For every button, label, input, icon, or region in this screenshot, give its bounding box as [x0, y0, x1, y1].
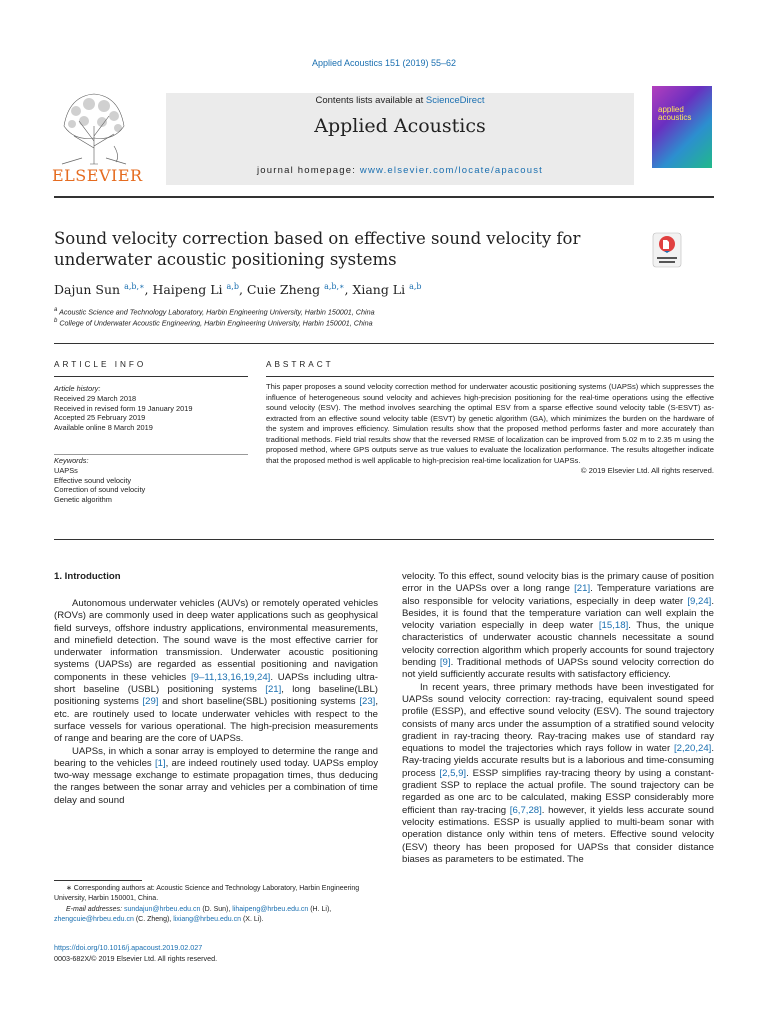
article-info-divider [54, 376, 248, 377]
paragraph-text: velocity. To this effect, sound velocity bias is the primary cause of position error in the UAPSs over a long range [402, 571, 714, 595]
citation-link[interactable]: [1] [154, 757, 166, 769]
email-link[interactable]: sundajun@hrbeu.edu.cn [123, 905, 201, 913]
cover-line1: applied [658, 105, 684, 114]
email-link[interactable]: lixiang@hrbeu.edu.cn [173, 915, 242, 923]
affiliation: $^a$ Acoustic Science and Technology Laboratory, Harbin Engineering University, Harbin 150001, China [54, 307, 375, 317]
citation-link[interactable]: [23] [359, 696, 376, 708]
doi-link[interactable]: https://doi.org/10.1016/j.apacoust.2019.02.027 [54, 943, 203, 952]
citation-link[interactable]: [2,5,9] [439, 767, 467, 779]
citation-link[interactable]: [15,18] [598, 620, 629, 632]
paragraph-text: . Traditional methods of UAPSs sound velocity correction do not yield sufficiently accurate results with satisfactory efficiency. [402, 657, 714, 681]
citation-link[interactable]: [29] [142, 696, 159, 708]
paragraph-text: . however, it yields less accurate sound velocity estimations. ESSP is usually applied to multi-beam sonar with operation distance only within tens of meters. Effective sound velocity (ESV) theory has been proposed for UAPSs that consider distance biases as parameters to be estimated. The [402, 804, 714, 865]
article-info-heading: ARTICLE INFO [54, 360, 147, 369]
citation-link[interactable]: [9,24] [687, 595, 712, 607]
author: Xiang Li $^{a,b}$ [352, 282, 422, 298]
email-link[interactable]: zhengcuie@hrbeu.edu.cn [54, 915, 134, 923]
citation-link[interactable]: [9] [439, 657, 451, 669]
corresponding-note: ∗ Corresponding authors at: Acoustic Science and Technology Laboratory, Harbin Engineering University, Harbin 150001, China. [54, 885, 360, 903]
abstract-body [266, 382, 714, 477]
keyword: UAPSs [54, 465, 78, 475]
email-link[interactable]: lihaipeng@hrbeu.edu.cn [232, 905, 309, 913]
keywords [54, 456, 145, 505]
paragraph-text: UAPSs, in which a sonar array is employed to determine the range and bearing to the vehicles [54, 745, 378, 769]
keyword: Genetic algorithm [54, 495, 112, 505]
paragraph-text: . Thus, the unique characteristics of underwater acoustic channels necessitate a sound velocity correction algorithm which properly accounts for sound trajectory bending [402, 620, 714, 669]
abstract-heading: ABSTRACT [266, 360, 334, 369]
body-paragraph [54, 746, 378, 807]
history-item: Received 29 March 2018 [54, 393, 137, 403]
citation-link[interactable]: [2,20,24] [673, 743, 712, 755]
paragraph-text: . Besides, it is found that the temperature variation can well explain the velocity variation especially in deep water [402, 595, 714, 632]
contents-line: Contents lists available at ScienceDirect [315, 95, 485, 106]
body-paragraph [402, 571, 714, 682]
footnote-divider [54, 880, 142, 881]
issn-copyright: 0003-682X/© 2019 Elsevier Ltd. All rights reserved. [54, 953, 218, 963]
citation-link[interactable]: [6,7,28] [509, 804, 542, 816]
history-item: Received in revised form 19 January 2019 [54, 403, 193, 413]
corresponding-star[interactable]: ∗ [339, 282, 345, 291]
abstract-end-divider [54, 539, 714, 540]
citation-link[interactable]: [21] [265, 684, 282, 696]
corresponding-star[interactable]: ∗ [139, 282, 145, 291]
paragraph-text: Autonomous underwater vehicles (AUVs) or remotely operated vehicles (ROVs) are commonly used in deep water applications such as geophysical field surveys, offshore industry applications, environmental measurements, and minefield detection. The sound wave is the most effective carrier for underwater information transmission. Underwater acoustic positioning systems (UAPSs) are regarded as essential positioning and navigation components in these vehicles [54, 598, 378, 683]
elsevier-wordmark: ELSEVIER [52, 166, 143, 185]
paragraph-text: , etc. are routinely used to locate underwater vehicles with respect to the surface vessels for various operational. The high-precision measurements of range and bearing are the core of UAPSs. [54, 696, 378, 745]
author: Dajun Sun $^{a,b,∗}$, [54, 282, 153, 298]
journal-cover-image [652, 86, 712, 168]
cover-line2: acoustics [658, 113, 692, 122]
paragraph-text: . UAPSs including ultra-short baseline (USBL) positioning systems [54, 671, 379, 696]
affiliation: $^b$ College of Underwater Acoustic Engineering, Harbin Engineering University, Harbin 150001, China [54, 318, 373, 328]
journal-homepage: journal homepage: www.elsevier.com/locate/apacoust [256, 165, 544, 176]
article-history [54, 384, 192, 433]
abstract-text: This paper proposes a sound velocity correction method for underwater acoustic positioning systems (UAPSs) which suppresses the influence of heterogeneous sound velocity and achieves high-precision positioning for the real-time operations using the effective sound velocity (ESV). The method involves searching the optimal ESV from a sparse effective sound velocity table (S-ESVT) as-extracted from an effective sound velocity table (ESVT) by genetic algorithm (GA), which minimizes the burden on the hardware of the system and improves efficiency. Simulation results show that the proposed method performs faster and more accurately than traditional methods. Field trial results show that the reversed RMSE of localization can be improved from 5.02 m to 2.35 m using the proposed method, where GPS outputs serve as true values to evaluate the localization performance. The results altogether indicate that the proposed method is well applicable to high-precision real-time localization for UAPSs. [266, 382, 714, 465]
journal-reference[interactable]: Applied Acoustics 151 (2019) 55–62 [311, 58, 457, 68]
keyword: Correction of sound velocity [54, 485, 146, 495]
history-item: Accepted 25 February 2019 [54, 413, 146, 423]
body-column-right [402, 571, 714, 866]
history-label: Article history: [54, 384, 101, 393]
homepage-link[interactable]: www.elsevier.com/locate/apacoust [359, 165, 544, 176]
check-for-updates-icon[interactable] [650, 232, 684, 268]
author: Cuie Zheng $^{a,b,∗}$, [246, 282, 353, 298]
paragraph-text: . Temperature variations are also responsible for velocity variations, especially in deep water [402, 583, 714, 607]
doi-block [54, 943, 217, 964]
keywords-label: Keywords: [54, 456, 89, 465]
body-paragraph [402, 682, 714, 866]
footnote [54, 884, 378, 925]
keyword: Effective sound velocity [54, 475, 132, 485]
paragraph-text: . ESSP simplifies ray-tracing theory by using a constant-gradient SSP to replace the actual profile. The sound trajectory can be regarded as one arc to be calculated, making ESSP considerably more efficient than ray-tracing [402, 767, 714, 816]
email-addresses: E-mail addresses: sundajun@hrbeu.edu.cn (D. Sun), lihaipeng@hrbeu.edu.cn (H. Li), zhengcuie@hrbeu.edu.cn (C. Zheng), lixiang@hrbeu.edu.cn (X. Li). [54, 905, 332, 923]
body-column-left [54, 598, 378, 807]
keywords-divider [54, 454, 248, 455]
paragraph-text: and short baseline(SBL) positioning systems [158, 696, 360, 708]
journal-title: Applied Acoustics [314, 115, 486, 137]
paragraph-text: , are indeed routinely used today. UAPSs employ two-way message exchange to estimate propagation times, thus deducing the ranges between the sonar array and vehicles per a combination of time delay and sound [54, 757, 378, 806]
journal-banner [166, 93, 634, 185]
author: Haipeng Li $^{a,b}$, [152, 282, 247, 298]
affiliations-divider [54, 343, 714, 344]
paper-title: Sound velocity correction based on effective sound velocity for underwater acoustic positioning systems [54, 229, 581, 269]
paragraph-text: , long baseline(LBL) positioning systems [54, 684, 378, 708]
paragraph-text: . Ray-tracing yields accurate results but is a laborious and time-consuming process [402, 743, 714, 779]
header-divider [54, 196, 714, 198]
section-heading-introduction: 1. Introduction [54, 571, 121, 582]
history-item: Available online 8 March 2019 [54, 423, 153, 433]
body-paragraph [54, 598, 378, 746]
author-list [54, 282, 422, 297]
sciencedirect-link[interactable]: ScienceDirect [425, 95, 485, 106]
abstract-divider [266, 376, 714, 377]
citation-link[interactable]: [9–11,13,16,19,24] [191, 671, 271, 683]
paragraph-text: In recent years, three primary methods have been investigated for UAPSs sound velocity correction: ray-tracing, equivalent sound speed profile (ESSP), and effective sound velocity (ESV). The sound trajectory consists of many arcs under the assumption of a stratified sound velocity gradient in ray-tracing theory. Ray-tracing makes use of standard ray equations to model the trajectories which rays follow in water [402, 681, 714, 755]
citation-link[interactable]: [21] [574, 583, 591, 595]
abstract-copyright: © 2019 Elsevier Ltd. All rights reserved. [580, 466, 714, 475]
